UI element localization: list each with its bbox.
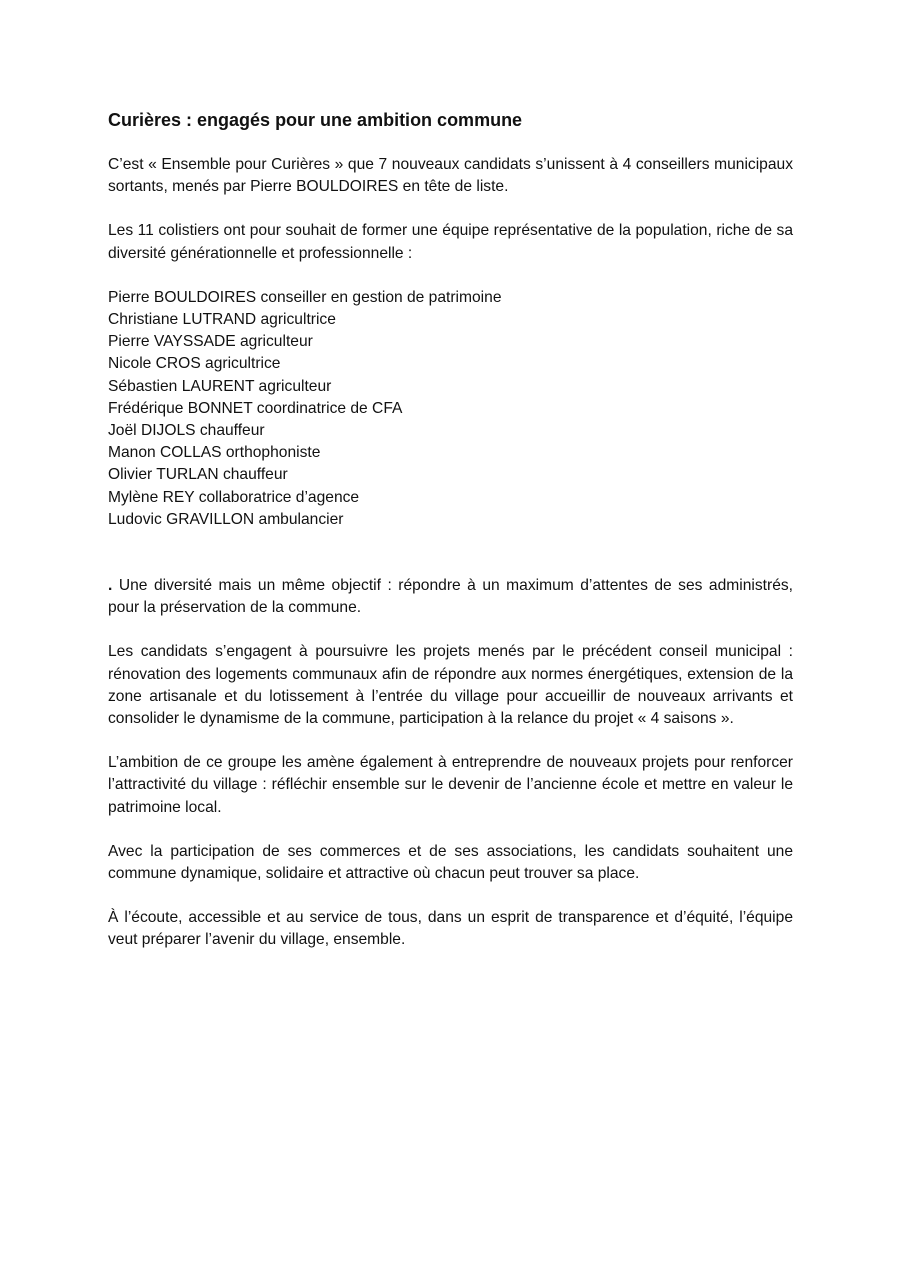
participation-paragraph: Avec la participation de ses commerces et de ses associations, les candidats souhaitent une commune dynamique, solidaire et attractive où chacun peut trouver sa place.: [108, 842, 793, 883]
projects-paragraph: Les candidats s’engagent à poursuivre les projets menés par le précédent conseil municipal : rénovation des logements communaux afin de répondre aux normes énergétiques, extension de la zone artisanale et du lotissement à l’entrée du village pour accueillir de nouveaux arrivants et consolider le dynamisme de la commune, participation à la relance du projet « 4 saisons ».: [108, 643, 793, 728]
document-page: [108, 108, 793, 974]
list-item: Mylène REY collaboratrice d’agence: [108, 488, 360, 506]
document-title: Curières : engagés pour une ambition commune: [108, 110, 523, 130]
list-item: Sébastien LAURENT agriculteur: [108, 377, 332, 395]
ambition-paragraph: L’ambition de ce groupe les amène également à entreprendre de nouveaux projets pour renforcer l’attractivité du village : réfléchir ensemble sur le devenir de l’ancienne école et mettre en valeur le patrimoine local.: [108, 754, 793, 816]
objective-text: Une diversité mais un même objectif : répondre à un maximum d’attentes de ses administrés, pour la préservation de la commune.: [108, 577, 793, 617]
colistiers-paragraph: Les 11 colistiers ont pour souhait de former une équipe représentative de la population, riche de sa diversité générationnelle et professionnelle :: [108, 222, 793, 262]
list-item: Ludovic GRAVILLON ambulancier: [108, 510, 344, 528]
candidate-list: [108, 287, 793, 531]
bullet-dot: .: [108, 577, 113, 595]
list-item: Pierre VAYSSADE agriculteur: [108, 333, 313, 351]
intro-paragraph: C’est « Ensemble pour Curières » que 7 nouveaux candidats s’unissent à 4 conseillers municipaux sortants, menés par Pierre BOULDOIRES en tête de liste.: [108, 156, 793, 196]
list-item: Frédérique BONNET coordinatrice de CFA: [108, 399, 403, 417]
list-item: Christiane LUTRAND agricultrice: [108, 311, 336, 329]
objective-paragraph: [108, 575, 793, 619]
list-item: Nicole CROS agricultrice: [108, 355, 281, 373]
list-item: Joël DIJOLS chauffeur: [108, 422, 265, 440]
list-item: Olivier TURLAN chauffeur: [108, 466, 288, 484]
list-item: Pierre BOULDOIRES conseiller en gestion de patrimoine: [108, 288, 502, 306]
closing-paragraph: À l’écoute, accessible et au service de tous, dans un esprit de transparence et d’équité, l’équipe veut préparer l’avenir du village, ensemble.: [108, 909, 793, 949]
list-item: Manon COLLAS orthophoniste: [108, 444, 321, 462]
